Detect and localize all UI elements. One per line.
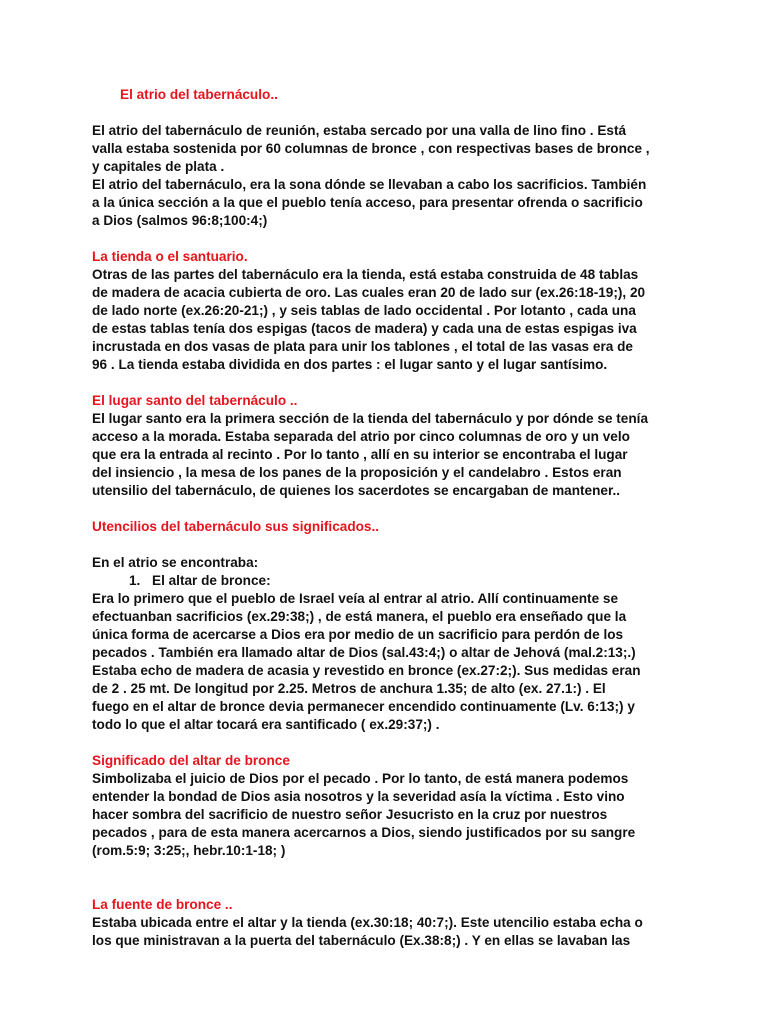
list-label: El altar de bronce: [152,573,271,588]
text-line: Estaba echo de madera de acasia y revestido en bronce (ex.27:2;). Sus medidas eran [92,663,641,678]
significado-paragraph [92,770,682,860]
text-line: de madera de acacia cubierta de oro. Las cuales eran 20 de lado sur (ex.26:18-19;), 20 [92,285,646,300]
text-line: entender la bondad de Dios asia nosotros y la severidad asía la víctima . Esto vino [92,789,625,804]
text-line: valla estaba sostenida por 60 columnas de bronce , con respectivas bases de bronce , [92,141,650,156]
list-item-altar [92,572,682,590]
text-line: pecados . También era llamado altar de Dios (sal.43:4;) o altar de Jehová (mal.2:13;.) [92,645,636,660]
text-line: hacer sombra del sacrificio de nuestro señor Jesucristo en la cruz por nuestros [92,807,608,822]
text-line: Estaba ubicada entre el altar y la tienda (ex.30:18; 40:7;). Este utencilio estaba echa o [92,915,643,930]
list-number: 1. [129,573,141,588]
lugar-santo-heading: El lugar santo del tabernáculo .. [92,393,298,408]
text-line: Era lo primero que el pueblo de Israel veía al entrar al atrio. Allí continuamente se [92,591,619,606]
tienda-paragraph [92,266,682,374]
text-line: los que ministravan a la puerta del tabernáculo (Ex.38:8;) . Y en ellas se lavaban las [92,933,631,948]
text-line: Otras de las partes del tabernáculo era la tienda, está estaba construida de 48 tablas [92,267,639,282]
text-line: a Dios (salmos 96:8;100:4;) [92,213,268,228]
text-line: El lugar santo era la primera sección de la tienda del tabernáculo y por dónde se tenía [92,411,649,426]
text-line: de 2 . 25 mt. De longitud por 2.25. Metros de anchura 1.35; de alto (ex. 27.1:) . El [92,681,606,696]
lugar-santo-paragraph [92,410,682,500]
text-line: que era la entrada al recinto . Por lo tanto , allí en su interior se encontraba el lugar [92,447,628,462]
text-line: Simbolizaba el juicio de Dios por el pecado . Por lo tanto, de está manera podemos [92,771,629,786]
text-line: pecados , para de esta manera acercarnos a Dios, siendo justificados por su sangre [92,825,636,840]
tienda-heading: La tienda o el santuario. [92,249,248,264]
fuente-heading: La fuente de bronce .. [92,897,233,912]
text-line: a la única sección a la que el pueblo tenía acceso, para presentar ofrenda o sacrificio [92,195,643,210]
significado-heading: Significado del altar de bronce [92,753,290,768]
text-line: El atrio del tabernáculo, era la sona dónde se llevaban a cabo los sacrificios. También [92,177,647,192]
text-line: efectuanban sacrificios (ex.29:38;) , de está manera, el pueblo era enseñado que la [92,609,627,624]
atrio-paragraph [92,122,682,230]
text-line: de estas tablas tenía dos espigas (tacos de madera) y cada una de estas espigas iva [92,321,637,336]
text-line: acceso a la morada. Estaba separada del atrio por cinco columnas de oro y un velo [92,429,630,444]
fuente-paragraph [92,914,682,950]
text-line: y capitales de plata . [92,159,225,174]
text-line: del insiencio , la mesa de los panes de la proposición y el candelabro . Estos eran [92,465,622,480]
text-line: El atrio del tabernáculo de reunión, estaba sercado por una valla de lino fino . Está [92,123,627,138]
utencilios-intro: En el atrio se encontraba: [92,555,259,570]
text-line: de lado norte (ex.26:20-21;) , y seis tablas de lado occidental . Por lotanto , cada una [92,303,636,318]
utencilios-heading: Utencilios del tabernáculo sus significados.. [92,519,380,534]
text-line: (rom.5:9; 3:25;, hebr.10:1-18; ) [92,843,286,858]
text-line: utensilio del tabernáculo, de quienes los sacerdotes se encargaban de mantener.. [92,483,621,498]
altar-paragraph [92,590,682,734]
document-page [92,86,682,950]
text-line: fuego en el altar de bronce devia permanecer encendido continuamente (Lv. 6:13;) y [92,699,635,714]
text-line: 96 . La tienda estaba dividida en dos partes : el lugar santo y el lugar santísimo. [92,357,608,372]
text-line: incrustada en dos vasas de plata para unir los tablones , el total de las vasas era de [92,339,633,354]
page-title: El atrio del tabernáculo.. [120,87,278,102]
text-line: todo lo que el altar tocará era santificado ( ex.29:37;) . [92,717,440,732]
text-line: única forma de acercarse a Dios era por medio de un sacrificio para perdón de los [92,627,624,642]
